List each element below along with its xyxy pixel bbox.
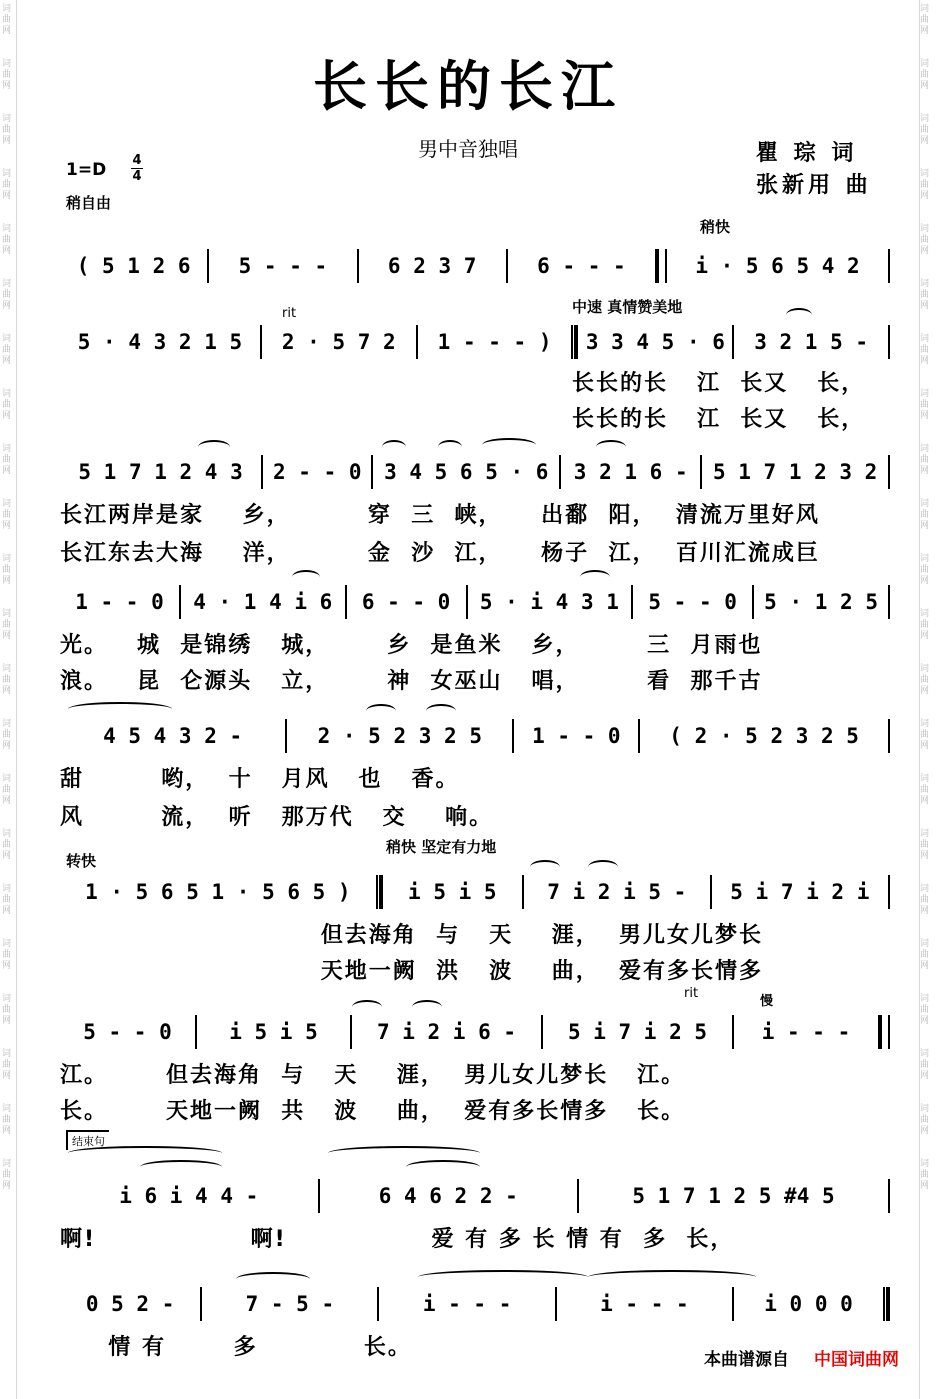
barline [888,719,890,753]
lyric-verse-1: 但去海角 与 天 涯， 男儿女儿梦长 [60,923,764,948]
notes-line [60,582,890,622]
measure: i - - - [761,1020,851,1044]
measure: ( 5 1 2 6 [76,254,191,278]
notes-line [60,872,890,912]
watermark-text: 词曲网 [920,334,930,366]
tempo-marking: 转快 [66,852,97,870]
measure: 3 2 1 6 - [573,460,688,484]
time-top: 4 [132,153,142,168]
watermark-text: 词曲网 [920,389,930,421]
lyric-verse-1: 甜 哟， 十 月风 也 香。 [60,767,460,792]
measure: 7 i 2 i 5 - [547,880,687,904]
lyric-verse-1: 长长的长 江 长又 长， [572,371,866,396]
measure: i - - - [422,1292,512,1316]
measure: 4 · 1 4 i 6 [193,590,333,614]
ending-label: 结束句 [66,1130,109,1150]
measure: 5 - - 0 [648,590,737,614]
performance-note: 男中音独唱 [418,137,518,161]
measure: i 5 i 5 [229,1020,318,1044]
barline [888,249,890,283]
watermark-text: 词曲网 [2,224,12,256]
watermark-text: 词曲网 [920,444,930,476]
measure: i · 5 6 5 4 2 [695,254,860,278]
barline [888,875,890,909]
measure: 5 - - - [238,254,328,278]
watermark-text: 词曲网 [920,994,930,1026]
measure: 5 · 4 3 2 1 5 [77,330,243,354]
final-barline [883,1287,890,1321]
watermark-text: 词曲网 [2,1049,12,1081]
watermark-text: 词曲网 [920,1104,930,1136]
watermark-text: 词曲网 [2,664,12,696]
rit-marking: rit [282,306,297,321]
double-barline [571,325,578,359]
measure: 3 3 4 5 · 6 [585,330,725,354]
song-title: 长长的长江 [313,55,623,118]
composer-credit: 张新用 曲 [756,173,872,198]
measure: 5 i 7 i 2 5 [567,1020,708,1044]
measure: i 5 i 5 [408,880,497,904]
watermark-text: 词曲网 [2,444,12,476]
watermark-text: 词曲网 [2,279,12,311]
watermark-text: 词曲网 [920,554,930,586]
measure: 5 · i 4 3 1 [479,590,619,614]
notes-line [60,246,890,286]
measure: 6 - - 0 [361,590,451,614]
slur [68,702,172,716]
watermark-text: 词曲网 [2,719,12,751]
lyricist-credit: 瞿 琮 词 [756,141,858,166]
time-bottom: 4 [132,169,142,184]
slur [68,1146,222,1160]
measure: 2 · 5 7 2 [281,330,396,354]
slur [588,1270,756,1284]
measure: 2 - - 0 [273,460,362,484]
watermark-text: 词曲网 [920,774,930,806]
notes-line [60,1176,890,1216]
watermark-text: 词曲网 [2,884,12,916]
key-signature: 1=D [66,160,107,180]
lyric-verse-2: 长江东去大海 洋， 金 沙 江， 杨子 江， 百川汇流成巨 [60,541,820,566]
watermark-text: 词曲网 [920,279,930,311]
lyric-verse-1: 江。 但去海角 与 天 涯， 男儿女儿梦长 江。 [60,1063,686,1088]
watermark-text: 词曲网 [920,499,930,531]
notes-line [60,1284,890,1324]
measure: 7 - 5 - [245,1292,335,1316]
watermark-text: 词曲网 [920,59,930,91]
measure: 1 - - - ) [437,330,552,354]
measure: 5 i 7 i 2 i [730,880,870,904]
measure: 1 · 5 6 5 1 · 5 6 5 ) [85,880,351,904]
tempo-marking: 慢 [760,994,774,1009]
time-signature [131,154,143,183]
measure: 0 5 2 - [85,1292,175,1316]
measure: 5 1 7 1 2 5 #4 5 [632,1184,835,1208]
lyric-verse-2: 风 流， 听 那万代 交 响。 [60,805,494,830]
tempo-marking: 稍快 [700,218,731,236]
lyric-verse-2: 长长的长 江 长又 长， [572,407,866,432]
tempo-marking: 稍自由 [66,194,112,212]
watermark-text: 词曲网 [2,59,12,91]
notes-line [60,452,890,492]
notes-line [60,716,890,756]
slur [786,308,812,322]
watermark-text: 词曲网 [920,884,930,916]
lyric-verse-1: 啊! 啊! 爱 有 多 长 情 有 多 长， [60,1227,735,1252]
watermark-text: 词曲网 [2,114,12,146]
watermark-text: 词曲网 [2,389,12,421]
watermark-text: 词曲网 [2,1104,12,1136]
measure: 6 4 6 2 2 - [378,1184,518,1208]
measure: 5 · 1 2 5 [764,590,878,614]
repeat-end-barline [878,1015,890,1049]
measure: 3 2 1 5 - [754,330,869,354]
lyric-verse-2: 天地一阙 洪 波 曲， 爱有多长情多 [60,959,764,984]
measure: i 6 i 4 4 - [119,1184,259,1208]
watermark-text: 词曲网 [920,1159,930,1191]
watermark-text: 词曲网 [2,1159,12,1191]
lyric-verse-2: 浪。 昆 仑源头 立， 神 女巫山 唱， 看 那千古 [60,669,763,694]
barline [888,585,890,619]
measure: 6 - - - [537,254,626,278]
measure: 5 1 7 1 2 3 2 [712,460,878,484]
measure: 3 4 5 6 5 · 6 [384,460,549,484]
measure: 2 · 5 2 3 2 5 [317,724,482,748]
watermark-text: 词曲网 [2,554,12,586]
lyric-verse-1: 光。 城 是锦绣 城， 乡 是鱼米 乡， 三 月雨也 [60,633,763,658]
watermark-left [2,0,17,1399]
measure: 1 - - 0 [75,590,164,614]
slur [406,1160,480,1174]
measure: i 0 0 0 [764,1292,853,1316]
barline [888,1179,890,1213]
notes-line [60,1012,890,1052]
watermark-text: 词曲网 [920,4,930,36]
measure: ( 2 · 5 2 3 2 5 [669,724,859,748]
watermark-text: 词曲网 [2,829,12,861]
watermark-text: 词曲网 [920,224,930,256]
rit-marking: rit [684,986,699,1001]
source-note: 本曲谱源自 [704,1350,789,1370]
measure: i - - - [600,1292,689,1316]
measure: 7 i 2 i 6 - [376,1020,517,1044]
watermark-text: 词曲网 [920,939,930,971]
lyric-verse-2: 长。 天地一阙 共 波 曲， 爱有多长情多 长。 [60,1099,686,1124]
watermark-text: 词曲网 [920,1049,930,1081]
measure: 6 2 3 7 [387,254,477,278]
watermark-text: 词曲网 [920,609,930,641]
double-barline [376,875,383,909]
watermark-text: 词曲网 [2,774,12,806]
tempo-marking: 稍快 坚定有力地 [386,838,497,856]
barline [888,325,890,359]
watermark-text: 词曲网 [2,994,12,1026]
tempo-marking: 中速 真情赞美地 [572,298,683,316]
measure: 5 - - 0 [83,1020,172,1044]
watermark-right [919,0,934,1399]
source-site: 中国词曲网 [814,1350,899,1370]
notes-line [60,322,890,362]
slur [140,1160,222,1174]
watermark-text: 词曲网 [2,939,12,971]
slur [482,438,536,452]
measure: 4 5 4 3 2 - [103,724,243,748]
watermark-text: 词曲网 [920,719,930,751]
barline [888,455,890,489]
lyric-verse-1: 长江两岸是家 乡， 穿 三 峡， 出鄱 阳， 清流万里好风 [60,503,820,528]
watermark-text: 词曲网 [2,169,12,201]
watermark-text: 词曲网 [920,664,930,696]
lyric-verse-1: 情 有 多 长。 [60,1335,412,1360]
watermark-text: 词曲网 [2,609,12,641]
watermark-text: 词曲网 [2,499,12,531]
watermark-text: 词曲网 [920,114,930,146]
watermark-text: 词曲网 [2,334,12,366]
watermark-text: 词曲网 [2,4,12,36]
slur [328,1146,480,1160]
measure: 1 - - 0 [532,724,621,748]
repeat-start-barline [655,249,667,283]
measure: 5 1 7 1 2 4 3 [78,460,243,484]
slur [418,1270,588,1284]
watermark-text: 词曲网 [920,169,930,201]
watermark-text: 词曲网 [920,829,930,861]
